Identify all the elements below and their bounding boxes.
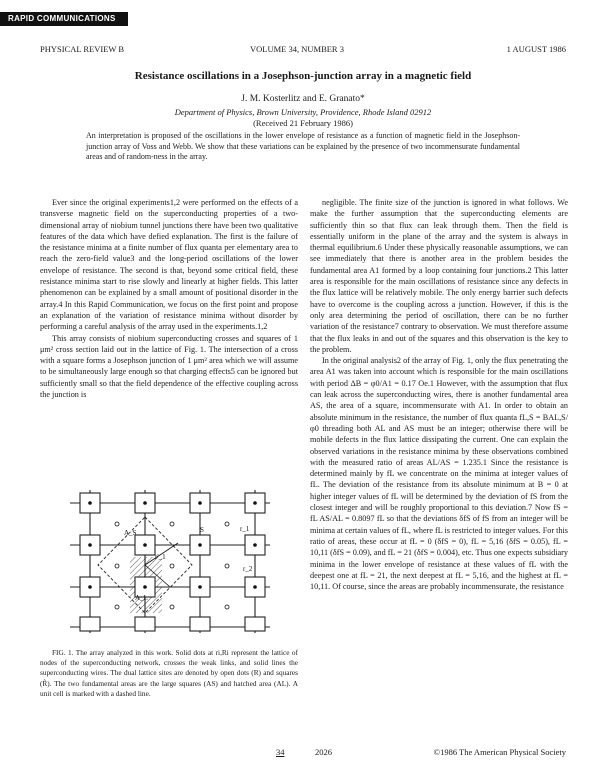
received-date: (Received 21 February 1986) (253, 118, 353, 128)
figure-1-array-diagram (60, 485, 280, 635)
label-area-as: A_S (124, 529, 137, 537)
label-r1-prime: r'_1 (155, 553, 166, 561)
body-paragraph: Ever since the original experiments1,2 were performed on the effects of a transverse magnetic field on the superconducting properties of a two-dimensional array of niobium tunnel junctions there have been two qualitative features of the data which have defied explanation. The first is the failure of the resistance minima at a finite number of flux quanta per elementary area to reach the zero-field value3 and the long-period oscillations of the lower envelope of resistance. The second is that, beyond some critical field, these resistance minima start to rise slowly and linearly at higher fields. This latter phenomenon can be explained by a small amount of positional disorder in the array.4 In this Rapid Communication, we focus on the first point and propose an explanation of the variation of resistance minima without disorder by performing a careful analysis of the array used in the experiments.1,2 (40, 198, 298, 332)
label-r1: r_1 (240, 525, 250, 533)
volume-number: VOLUME 34, NUMBER 3 (250, 44, 344, 54)
article-title: Resistance oscillations in a Josephson-junction array in a magnetic field (134, 70, 472, 82)
right-column (310, 197, 568, 592)
page-footer (40, 747, 566, 759)
figure-caption (40, 648, 298, 699)
running-header (40, 44, 566, 56)
article-number: 2026 (315, 747, 332, 757)
article-authors: J. M. Kosterlitz and E. Granato* (241, 94, 365, 104)
abstract: An interpretation is proposed of the oscillations in the lower envelope of resistance as a function of magnetic field in the Josephson-junction array of Voss and Webb. We show that these variations can be explained by the presence of two incommensurate fundamental areas and of random-ness in the array. (86, 131, 520, 161)
superconducting-squares (80, 493, 265, 631)
body-paragraph: negligible. The finite size of the junction is ignored in what follows. We make the further assumption that the superconducting elements are sufficiently thin so that flux can leak through them. Then the field is essentially uniform in the plane of the array and the system is always in thermal equilibrium.6 Under these physically reasonable assumptions, we can see immediately that there is another area in the problem besides the fundamental area A1 formed by a loop containing four junctions.2 This latter area is responsible for the main oscillations of resistance since any defects in the flux lattice will be relatively mobile. The only energy barrier such defects have to overcome is the coupling across a junction. However, if this is the only area determining the period of oscillation, there can be no further variation of the resistance7 contrary to observation. We must therefore assume that the flux leaks in and out of the squares and this observation is the key to the problem. (310, 198, 568, 354)
label-square: S (200, 526, 204, 534)
page-number: 34 (276, 747, 285, 757)
label-area-al: A_L (135, 594, 148, 602)
rapid-communications-banner: RAPID COMMUNICATIONS (0, 12, 128, 26)
copyright: ©1986 The American Physical Society (433, 747, 566, 757)
label-r2: r_2 (243, 565, 253, 573)
journal-name: PHYSICAL REVIEW B (40, 44, 125, 54)
author-affiliation: Department of Physics, Brown University, Providence, Rhode Island 02912 (174, 107, 432, 117)
left-column (40, 197, 298, 400)
body-paragraph: This array consists of niobium superconducting crosses and squares of 1 μm² cross section laid out in the lattice of Fig. 1. The intersection of a cross with a square forms a Josephson junction of 1 μm² area which we will assume to be simultaneously large enough so that charging effects5 can be ignored but sufficiently small so that the field dependence of the effective coupling across the junction is (40, 333, 298, 400)
body-paragraph: In the original analysis2 of the array of Fig. 1, only the flux penetrating the area A1 was taken into account which is responsible for the main oscillations with period ΔB = φ0/A1 = 0.17 Oe.1 However, with the assumption that flux can leak across the superconducting wires, there is another fundamental area AS, the area of a square, incommensurate with A1. In order to obtain an absolute minimum in the resistance, the number of flux quanta fL,S = BAL,S/φ0 threading both AL and AS must be an integer; otherwise there will be mobile defects in the flux lattice dissipating the current. One can explain the observed variations in the resistance minima by these observations combined with the measured ratio of areas AL/AS = 1.235.1 Since the resistance is determined mainly by fL we concentrate on the minima at integer values of fL. The deviation of the resistance from its absolute minimum at B = 0 at higher integer values of fL will be determined by the deviation of fS from the closest integer and will be roughly proportional to this deviation.7 Now fS = fL AS/AL = 0.8097 fL so that the deviations δfS of fS from an integer will be minima at certain values of fL, where fL is restricted to integer values. For this ratio of areas, these occur at fL = 0 (δfS = 0), fL = 5,16 (δfS = 0.05), fL = 10,11 (δfS = 0.09), and fL = 21 (δfS = 0.004), etc. Thus one expects subsidiary minima in the lower envelope of resistance at these values of fL with the deepest one at fL = 21, the next deepest at fL = 5,16, and the highest at fL = 10,11. Of course, since the areas are probably incommensurate, the resistance (310, 356, 568, 592)
caption-text: FIG. 1. The array analyzed in this work. Solid dots at ri,Ri represent the lattice of nodes of the superconducting network, crosses the weak links, and solid lines the superconducting wires. The dual lattice sites are denoted by open dots (R) and squares (R̃). The two fundamental areas are the large squares (AS) and hatched area (AL). A unit cell is marked with a dashed line. (40, 648, 298, 698)
issue-date: 1 AUGUST 1986 (506, 44, 566, 54)
